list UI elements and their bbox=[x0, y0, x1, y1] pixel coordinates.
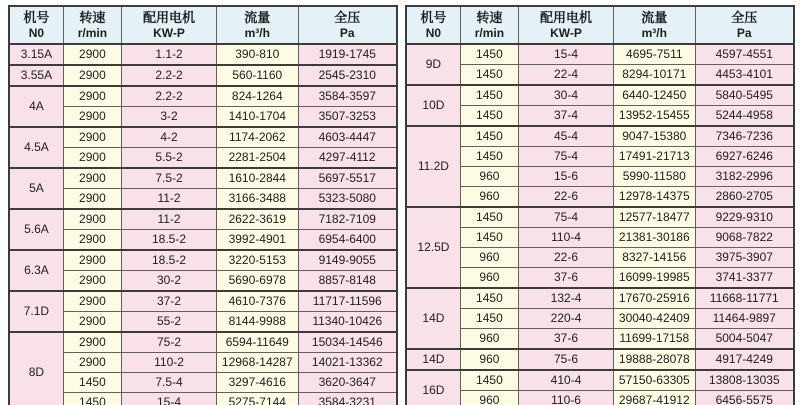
speed-cell: 2900 bbox=[63, 65, 121, 86]
flow-cell: 5275-7144 bbox=[217, 393, 298, 405]
header-speed-unit: r/min bbox=[474, 26, 505, 40]
motor-cell: 220-4 bbox=[519, 309, 614, 329]
motor-cell: 7.5-4 bbox=[122, 373, 217, 393]
table-row bbox=[9, 65, 397, 86]
speed-cell: 2900 bbox=[63, 107, 121, 128]
flow-cell: 12968-14287 bbox=[217, 353, 298, 373]
table-row bbox=[9, 353, 397, 373]
header-model bbox=[9, 6, 63, 44]
motor-cell: 11-2 bbox=[122, 189, 217, 210]
speed-cell: 2900 bbox=[63, 312, 121, 333]
table-row bbox=[9, 332, 397, 353]
header-motor bbox=[519, 6, 614, 44]
pressure-cell: 5323-5080 bbox=[298, 189, 397, 210]
motor-cell: 37-2 bbox=[122, 291, 217, 312]
model-cell: 3.15A bbox=[9, 44, 63, 65]
pressure-cell: 3584-3231 bbox=[298, 393, 397, 405]
motor-cell: 132-4 bbox=[519, 288, 614, 309]
model-cell: 8D bbox=[9, 332, 63, 405]
flow-cell: 5690-6978 bbox=[217, 271, 298, 292]
speed-cell: 1450 bbox=[460, 309, 518, 329]
speed-cell: 1450 bbox=[460, 147, 518, 167]
speed-cell: 1450 bbox=[460, 44, 518, 65]
flow-cell: 3297-4616 bbox=[217, 373, 298, 393]
flow-cell: 57150-63305 bbox=[614, 370, 695, 391]
flow-cell: 29687-41912 bbox=[614, 391, 695, 405]
table-row bbox=[406, 187, 794, 208]
model-cell: 7.1D bbox=[9, 291, 63, 332]
model-cell: 16D bbox=[406, 370, 460, 405]
header-pressure-unit: Pa bbox=[339, 26, 355, 40]
table-row bbox=[9, 393, 397, 405]
flow-cell: 1610-2844 bbox=[217, 168, 298, 189]
pressure-cell: 7182-7109 bbox=[298, 209, 397, 230]
flow-cell: 1410-1704 bbox=[217, 107, 298, 128]
speed-cell: 960 bbox=[460, 391, 518, 405]
table-row bbox=[406, 44, 794, 65]
model-cell: 14D bbox=[406, 288, 460, 349]
pressure-cell: 2860-2705 bbox=[695, 187, 794, 208]
speed-cell: 2900 bbox=[63, 230, 121, 251]
motor-cell: 75-2 bbox=[122, 332, 217, 353]
pressure-cell: 5004-5047 bbox=[695, 329, 794, 350]
speed-cell: 1450 bbox=[460, 85, 518, 106]
motor-cell: 2.2-2 bbox=[122, 65, 217, 86]
motor-cell: 22-4 bbox=[519, 65, 614, 86]
header-pressure-unit: Pa bbox=[736, 26, 752, 40]
table-row bbox=[9, 148, 397, 169]
table-row bbox=[406, 228, 794, 248]
motor-cell: 30-4 bbox=[519, 85, 614, 106]
pressure-cell: 3620-3647 bbox=[298, 373, 397, 393]
pressure-cell: 11464-9897 bbox=[695, 309, 794, 329]
speed-cell: 960 bbox=[460, 248, 518, 268]
motor-cell: 1.1-2 bbox=[122, 44, 217, 65]
header-flow bbox=[217, 6, 298, 44]
header-motor-zh: 配用电机 bbox=[540, 10, 593, 25]
pressure-cell: 8857-8148 bbox=[298, 271, 397, 292]
flow-cell: 1174-2062 bbox=[217, 127, 298, 148]
speed-cell: 1450 bbox=[460, 370, 518, 391]
flow-cell: 3220-5153 bbox=[217, 250, 298, 271]
speed-cell: 2900 bbox=[63, 250, 121, 271]
table-row bbox=[9, 127, 397, 148]
table-row bbox=[9, 44, 397, 65]
model-cell: 11.2D bbox=[406, 126, 460, 207]
speed-cell: 960 bbox=[460, 349, 518, 370]
table-row bbox=[9, 291, 397, 312]
pressure-cell: 6456-5575 bbox=[695, 391, 794, 405]
motor-cell: 11-2 bbox=[122, 209, 217, 230]
pressure-cell: 11717-11596 bbox=[298, 291, 397, 312]
fan-spec-page bbox=[8, 5, 795, 405]
header-model-zh: 机号 bbox=[420, 10, 447, 25]
flow-cell: 2622-3619 bbox=[217, 209, 298, 230]
header-model-unit: N0 bbox=[28, 26, 45, 40]
flow-cell: 30040-42409 bbox=[614, 309, 695, 329]
model-cell: 5.6A bbox=[9, 209, 63, 250]
speed-cell: 2900 bbox=[63, 332, 121, 353]
table-row bbox=[9, 209, 397, 230]
header-pressure-zh: 全压 bbox=[334, 10, 361, 25]
pressure-cell: 15034-14546 bbox=[298, 332, 397, 353]
flow-cell: 11699-17158 bbox=[614, 329, 695, 350]
header-flow-zh: 流量 bbox=[244, 10, 271, 25]
speed-cell: 2900 bbox=[63, 86, 121, 107]
flow-cell: 6440-12450 bbox=[614, 85, 695, 106]
motor-cell: 18.5-2 bbox=[122, 230, 217, 251]
speed-cell: 2900 bbox=[63, 168, 121, 189]
header-model-unit: N0 bbox=[425, 26, 442, 40]
motor-cell: 15-4 bbox=[519, 44, 614, 65]
pressure-cell: 3584-3597 bbox=[298, 86, 397, 107]
table-row bbox=[9, 107, 397, 128]
speed-cell: 960 bbox=[460, 187, 518, 208]
header-speed-zh: 转速 bbox=[476, 10, 503, 25]
pressure-cell: 5244-4958 bbox=[695, 106, 794, 127]
pressure-cell: 3507-3253 bbox=[298, 107, 397, 128]
motor-cell: 18.5-2 bbox=[122, 250, 217, 271]
motor-cell: 3-2 bbox=[122, 107, 217, 128]
pressure-cell: 4597-4551 bbox=[695, 44, 794, 65]
header-row bbox=[9, 6, 397, 44]
pressure-cell: 3975-3907 bbox=[695, 248, 794, 268]
pressure-cell: 9068-7822 bbox=[695, 228, 794, 248]
flow-cell: 16099-19985 bbox=[614, 268, 695, 289]
speed-cell: 1450 bbox=[460, 228, 518, 248]
motor-cell: 5.5-2 bbox=[122, 148, 217, 169]
pressure-cell: 4297-4112 bbox=[298, 148, 397, 169]
flow-cell: 2281-2504 bbox=[217, 148, 298, 169]
speed-cell: 1450 bbox=[460, 106, 518, 127]
model-cell: 10D bbox=[406, 85, 460, 126]
motor-cell: 37-6 bbox=[519, 268, 614, 289]
speed-cell: 1450 bbox=[63, 393, 121, 405]
flow-cell: 12978-14375 bbox=[614, 187, 695, 208]
motor-cell: 15-4 bbox=[122, 393, 217, 405]
header-speed-unit: r/min bbox=[77, 26, 108, 40]
flow-cell: 8144-9988 bbox=[217, 312, 298, 333]
header-pressure bbox=[298, 6, 397, 44]
flow-cell: 560-1160 bbox=[217, 65, 298, 86]
header-model-zh: 机号 bbox=[23, 10, 50, 25]
table-row bbox=[9, 312, 397, 333]
motor-cell: 22-6 bbox=[519, 187, 614, 208]
motor-cell: 110-4 bbox=[519, 228, 614, 248]
motor-cell: 75-4 bbox=[519, 207, 614, 228]
table-row bbox=[406, 349, 794, 370]
pressure-cell: 9149-9055 bbox=[298, 250, 397, 271]
speed-cell: 1450 bbox=[460, 207, 518, 228]
motor-cell: 37-6 bbox=[519, 329, 614, 350]
speed-cell: 960 bbox=[460, 268, 518, 289]
table-row bbox=[9, 189, 397, 210]
flow-cell: 9047-15380 bbox=[614, 126, 695, 147]
pressure-cell: 6927-6246 bbox=[695, 147, 794, 167]
flow-cell: 13952-15455 bbox=[614, 106, 695, 127]
header-motor-zh: 配用电机 bbox=[143, 10, 196, 25]
flow-cell: 17491-21713 bbox=[614, 147, 695, 167]
table-row bbox=[406, 288, 794, 309]
pressure-cell: 7346-7236 bbox=[695, 126, 794, 147]
pressure-cell: 11668-11771 bbox=[695, 288, 794, 309]
pressure-cell: 11340-10426 bbox=[298, 312, 397, 333]
motor-cell: 4-2 bbox=[122, 127, 217, 148]
flow-cell: 8294-10171 bbox=[614, 65, 695, 86]
pressure-cell: 5697-5517 bbox=[298, 168, 397, 189]
header-speed bbox=[63, 6, 121, 44]
table-row bbox=[406, 106, 794, 127]
pressure-cell: 4453-4101 bbox=[695, 65, 794, 86]
table-row bbox=[9, 86, 397, 107]
flow-cell: 12577-18477 bbox=[614, 207, 695, 228]
flow-cell: 17670-25916 bbox=[614, 288, 695, 309]
table-row bbox=[406, 147, 794, 167]
flow-cell: 4695-7511 bbox=[614, 44, 695, 65]
table-row bbox=[406, 85, 794, 106]
speed-cell: 2900 bbox=[63, 148, 121, 169]
model-cell: 14D bbox=[406, 349, 460, 370]
motor-cell: 110-2 bbox=[122, 353, 217, 373]
speed-cell: 1450 bbox=[460, 288, 518, 309]
spec-table-left bbox=[8, 5, 398, 405]
pressure-cell: 4917-4249 bbox=[695, 349, 794, 370]
model-cell: 12.5D bbox=[406, 207, 460, 288]
pressure-cell: 9229-9310 bbox=[695, 207, 794, 228]
pressure-cell: 14021-13362 bbox=[298, 353, 397, 373]
table-row bbox=[406, 65, 794, 86]
pressure-cell: 4603-4447 bbox=[298, 127, 397, 148]
spec-table-right bbox=[405, 5, 795, 405]
speed-cell: 1450 bbox=[63, 373, 121, 393]
header-model bbox=[406, 6, 460, 44]
speed-cell: 2900 bbox=[63, 44, 121, 65]
motor-cell: 75-6 bbox=[519, 349, 614, 370]
speed-cell: 2900 bbox=[63, 291, 121, 312]
motor-cell: 22-6 bbox=[519, 248, 614, 268]
pressure-cell: 6954-6400 bbox=[298, 230, 397, 251]
model-cell: 9D bbox=[406, 44, 460, 85]
flow-cell: 6594-11649 bbox=[217, 332, 298, 353]
table-row bbox=[9, 168, 397, 189]
motor-cell: 45-4 bbox=[519, 126, 614, 147]
header-pressure bbox=[695, 6, 794, 44]
table-row bbox=[406, 268, 794, 289]
table-row bbox=[406, 248, 794, 268]
table-row bbox=[9, 373, 397, 393]
table-row bbox=[9, 271, 397, 292]
speed-cell: 960 bbox=[460, 329, 518, 350]
table-row bbox=[406, 126, 794, 147]
motor-cell: 15-6 bbox=[519, 167, 614, 187]
model-cell: 6.3A bbox=[9, 250, 63, 291]
speed-cell: 960 bbox=[460, 167, 518, 187]
model-cell: 4.5A bbox=[9, 127, 63, 168]
pressure-cell: 3741-3377 bbox=[695, 268, 794, 289]
header-pressure-zh: 全压 bbox=[731, 10, 758, 25]
pressure-cell: 13808-13035 bbox=[695, 370, 794, 391]
speed-cell: 2900 bbox=[63, 189, 121, 210]
table-row bbox=[406, 329, 794, 350]
table-row bbox=[9, 230, 397, 251]
pressure-cell: 3182-2996 bbox=[695, 167, 794, 187]
flow-cell: 5990-11580 bbox=[614, 167, 695, 187]
motor-cell: 37-4 bbox=[519, 106, 614, 127]
header-flow-zh: 流量 bbox=[641, 10, 668, 25]
header-flow-unit: m³/h bbox=[244, 26, 270, 40]
table-row bbox=[406, 167, 794, 187]
header-motor bbox=[122, 6, 217, 44]
speed-cell: 2900 bbox=[63, 209, 121, 230]
flow-cell: 19888-28078 bbox=[614, 349, 695, 370]
speed-cell: 1450 bbox=[460, 65, 518, 86]
motor-cell: 55-2 bbox=[122, 312, 217, 333]
header-flow-unit: m³/h bbox=[641, 26, 667, 40]
speed-cell: 2900 bbox=[63, 127, 121, 148]
header-motor-unit: KW-P bbox=[550, 26, 582, 40]
model-cell: 5A bbox=[9, 168, 63, 209]
model-cell: 3.55A bbox=[9, 65, 63, 86]
flow-cell: 8327-14156 bbox=[614, 248, 695, 268]
speed-cell: 2900 bbox=[63, 353, 121, 373]
motor-cell: 7.5-2 bbox=[122, 168, 217, 189]
flow-cell: 3166-3488 bbox=[217, 189, 298, 210]
motor-cell: 110-6 bbox=[519, 391, 614, 405]
table-row bbox=[406, 207, 794, 228]
speed-cell: 2900 bbox=[63, 271, 121, 292]
flow-cell: 4610-7376 bbox=[217, 291, 298, 312]
pressure-cell: 5840-5495 bbox=[695, 85, 794, 106]
header-speed bbox=[460, 6, 518, 44]
motor-cell: 410-4 bbox=[519, 370, 614, 391]
flow-cell: 21381-30186 bbox=[614, 228, 695, 248]
flow-cell: 824-1264 bbox=[217, 86, 298, 107]
table-row bbox=[406, 309, 794, 329]
flow-cell: 390-810 bbox=[217, 44, 298, 65]
header-speed-zh: 转速 bbox=[79, 10, 106, 25]
flow-cell: 3992-4901 bbox=[217, 230, 298, 251]
motor-cell: 75-4 bbox=[519, 147, 614, 167]
speed-cell: 1450 bbox=[460, 126, 518, 147]
header-motor-unit: KW-P bbox=[153, 26, 185, 40]
header-row bbox=[406, 6, 794, 44]
table-row bbox=[9, 250, 397, 271]
table-row bbox=[406, 391, 794, 405]
pressure-cell: 2545-2310 bbox=[298, 65, 397, 86]
model-cell: 4A bbox=[9, 86, 63, 127]
pressure-cell: 1919-1745 bbox=[298, 44, 397, 65]
table-row bbox=[406, 370, 794, 391]
header-flow bbox=[614, 6, 695, 44]
motor-cell: 2.2-2 bbox=[122, 86, 217, 107]
motor-cell: 30-2 bbox=[122, 271, 217, 292]
